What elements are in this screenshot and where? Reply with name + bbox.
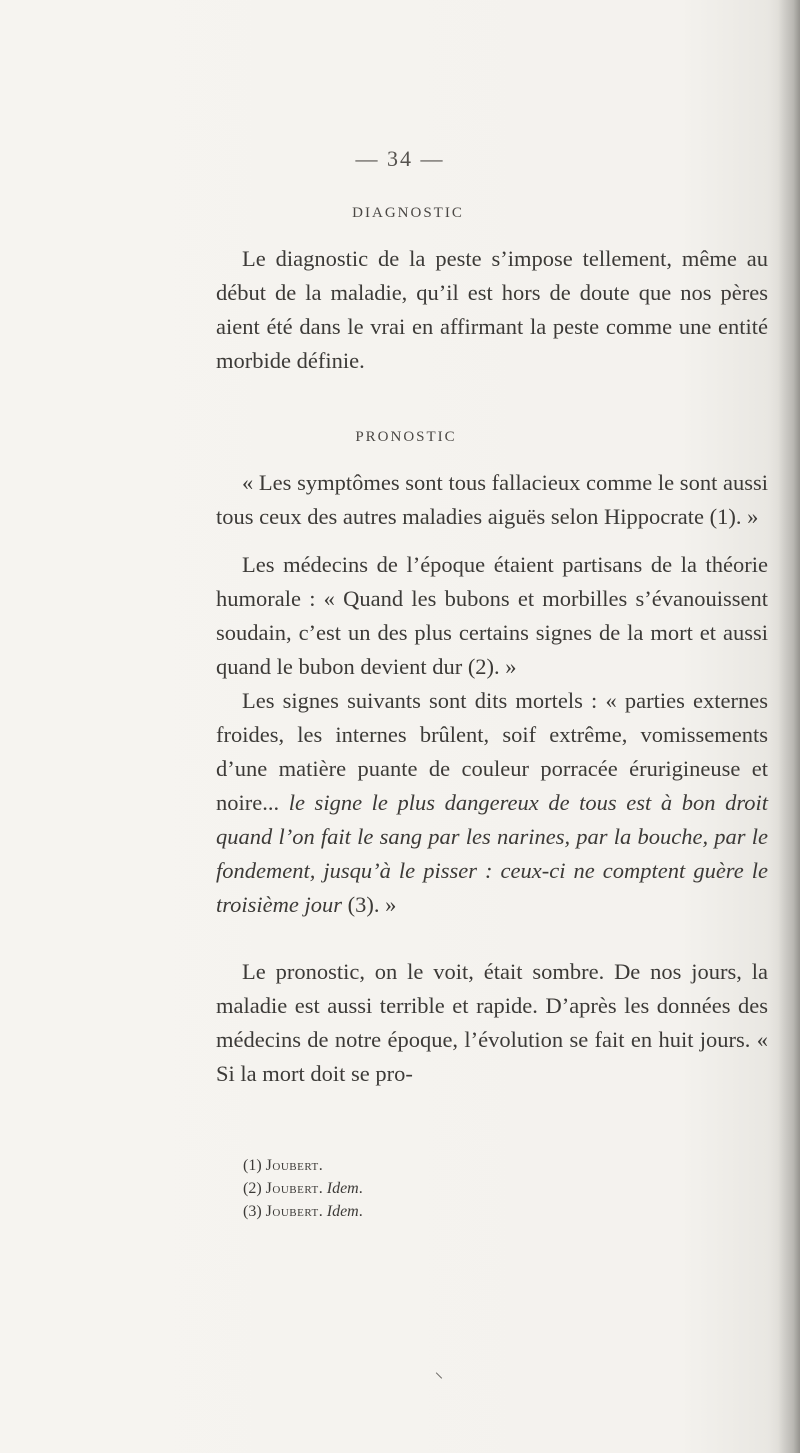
footnote-dot: .	[318, 1180, 323, 1197]
footnote-ref: Idem	[326, 1180, 359, 1197]
footnote-dot: .	[358, 1180, 363, 1197]
pronostic-paragraph-2: Les médecins de l’époque étaient partisans de la théorie humorale : « Quand les bubons et morbilles s’évanouissent soudain, c’est un des plus certains signes de la mort et aussi quand le bubon devient dur (2). »	[216, 552, 768, 679]
footnotes	[243, 1154, 643, 1223]
footnote-3	[243, 1200, 643, 1223]
page-number: — 34 —	[355, 146, 445, 171]
footnote-1	[243, 1154, 643, 1177]
footnote-number: (3)	[243, 1203, 266, 1220]
diagnostic-heading: DIAGNOSTIC	[352, 205, 464, 221]
footnote-author: Joubert	[265, 1180, 319, 1197]
diagnostic-paragraph: Le diagnostic de la peste s’impose tellement, même au début de la maladie, qu’il est hors de doute que nos pères aient été dans le vrai en affirmant la peste comme une entité morbide définie.	[216, 246, 768, 373]
stray-pencil-mark	[436, 1365, 449, 1378]
footnote-dot: .	[318, 1203, 323, 1220]
footnote-ref: Idem	[326, 1203, 359, 1220]
paragraph-3-closing: (3). »	[342, 892, 397, 917]
footnote-author: Joubert	[265, 1157, 319, 1174]
pronostic-paragraph-4: Le pronostic, on le voit, était sombre. De nos jours, la maladie est aussi terrible et rapide. D’après les données des médecins de notre époque, l’évolution se fait en huit jours. « Si la mort doit se pro-	[216, 959, 768, 1086]
footnote-number: (2)	[243, 1180, 266, 1197]
pronostic-paragraph-1: « Les symptômes sont tous fallacieux comme le sont aussi tous ceux des autres maladies aiguës selon Hippocrate (1). »	[216, 470, 768, 529]
footnote-number: (1)	[243, 1157, 266, 1174]
footnote-2	[243, 1177, 643, 1200]
paragraph-3-roman-text: Les signes suivants sont dits mortels : « parties externes froides, les internes brûlent, soif extrême, vomissements d’une matière puante de couleur porracée érurigineuse et noire...	[216, 688, 768, 815]
footnote-dot: .	[318, 1157, 323, 1174]
footnote-dot: .	[358, 1203, 363, 1220]
pronostic-paragraph-3	[216, 684, 768, 922]
paragraph-3-italic-quote: le signe le plus dangereux de tous est à bon droit quand l’on fait le sang par les narines, par la bouche, par le fondement, jusqu’à le pisser : ceux-ci ne comptent guère le troisième jour	[216, 790, 768, 917]
footnote-author: Joubert	[265, 1203, 319, 1220]
pronostic-heading: PRONOSTIC	[355, 429, 457, 445]
